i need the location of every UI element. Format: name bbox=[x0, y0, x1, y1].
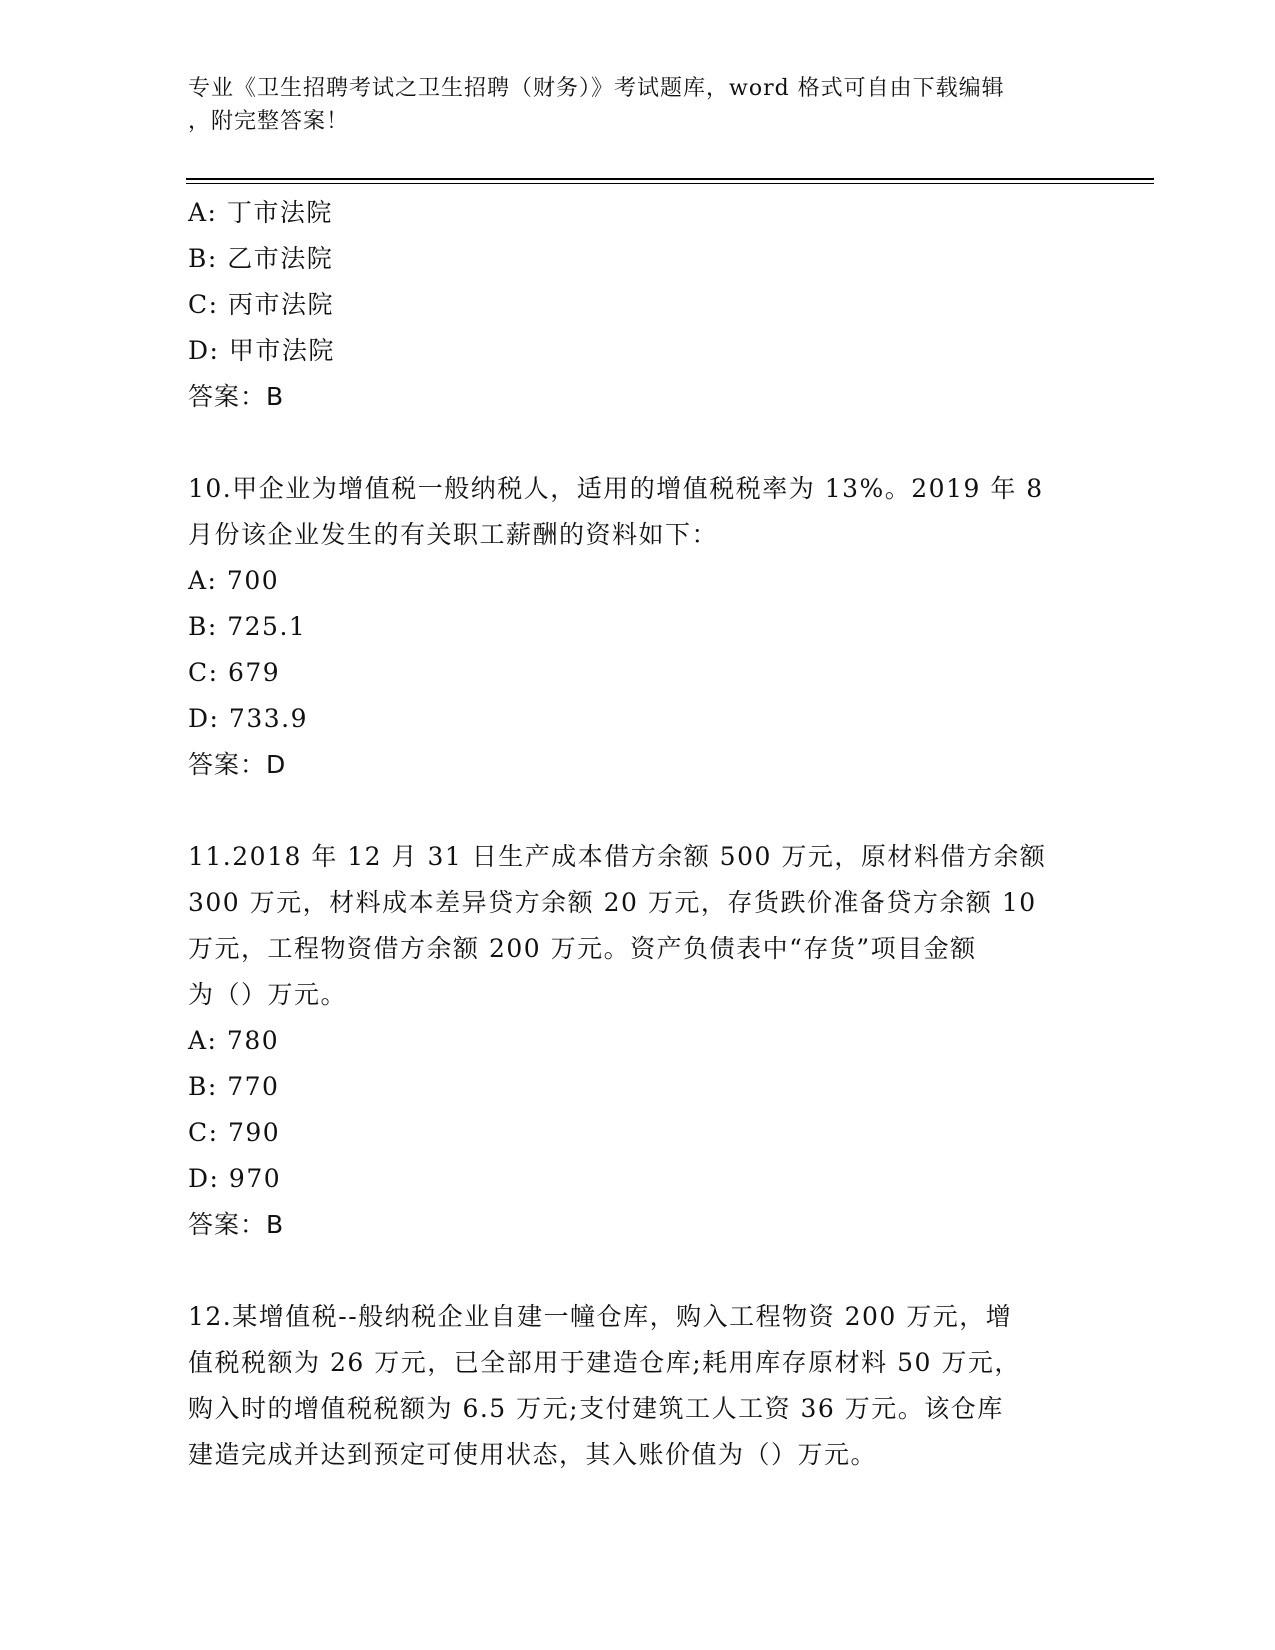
header-divider-thin bbox=[186, 183, 1154, 184]
question-text-line: 为（）万元。 bbox=[188, 980, 348, 1009]
answer-label: 答案：B bbox=[188, 1210, 285, 1239]
answer-label: 答案：B bbox=[188, 382, 285, 411]
option-d: D: 甲市法院 bbox=[188, 336, 335, 365]
question-text-line: 月份该企业发生的有关职工薪酬的资料如下： bbox=[188, 520, 719, 549]
option-b: B: 725.1 bbox=[188, 612, 307, 641]
question-text-line: 300 万元，材料成本差异贷方余额 20 万元，存货跌价准备贷方余额 10 bbox=[188, 888, 1037, 917]
question-block-10 bbox=[188, 466, 1088, 788]
option-a: A: 780 bbox=[188, 1026, 280, 1055]
question-text-line: 购入时的增值税税额为 6.5 万元;支付建筑工人工资 36 万元。该仓库 bbox=[188, 1394, 1004, 1423]
option-b: B: 770 bbox=[188, 1072, 280, 1101]
option-a: A: 700 bbox=[188, 566, 280, 595]
header-line-2: ，附完整答案！ bbox=[188, 109, 350, 134]
option-d: D: 733.9 bbox=[188, 704, 308, 733]
question-text-line: 12.某增值税--般纳税企业自建一幢仓库，购入工程物资 200 万元，增 bbox=[188, 1302, 1013, 1331]
option-c: C: 790 bbox=[188, 1118, 281, 1147]
question-text-line: 10.甲企业为增值税一般纳税人，适用的增值税税率为 13%。2019 年 8 bbox=[188, 474, 1044, 503]
question-text-line: 建造完成并达到预定可使用状态，其入账价值为（）万元。 bbox=[188, 1440, 878, 1469]
option-a: A: 丁市法院 bbox=[188, 198, 333, 227]
answer-label: 答案：D bbox=[188, 750, 287, 779]
question-text-line: 值税税额为 26 万元，已全部用于建造仓库;耗用库存原材料 50 万元， bbox=[188, 1348, 1021, 1377]
header-divider-thick bbox=[186, 178, 1154, 180]
question-text-line: 11.2018 年 12 月 31 日生产成本借方余额 500 万元，原材料借方余额 bbox=[188, 842, 1047, 871]
document-body bbox=[188, 190, 1088, 1478]
question-block-12 bbox=[188, 1294, 1088, 1478]
option-d: D: 970 bbox=[188, 1164, 282, 1193]
option-c: C: 679 bbox=[188, 658, 281, 687]
page-header bbox=[188, 72, 1088, 138]
question-block-11 bbox=[188, 834, 1088, 1248]
question-text-line: 万元，工程物资借方余额 200 万元。资产负债表中“存货”项目金额 bbox=[188, 934, 977, 963]
question-block-9 bbox=[188, 190, 1088, 420]
option-c: C: 丙市法院 bbox=[188, 290, 334, 319]
option-b: B: 乙市法院 bbox=[188, 244, 334, 273]
header-line-1: 专业《卫生招聘考试之卫生招聘（财务）》考试题库，word 格式可自由下载编辑 bbox=[188, 76, 1005, 101]
